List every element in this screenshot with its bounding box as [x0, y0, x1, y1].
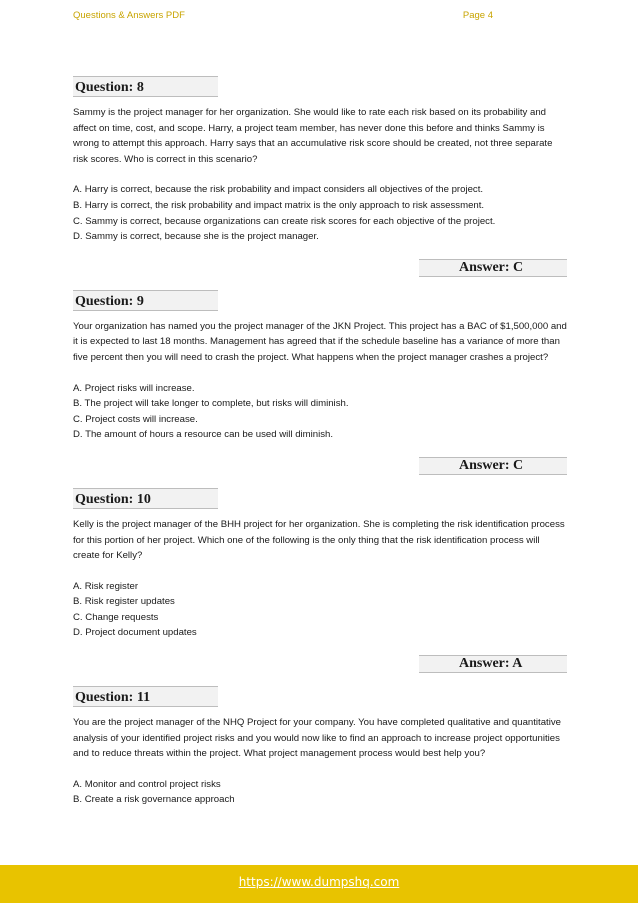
- answer-box: Answer: C: [419, 457, 567, 475]
- answer-box: Answer: A: [419, 655, 567, 673]
- question-heading: Question: 9: [73, 290, 218, 311]
- option-b: B. Risk register updates: [73, 596, 175, 608]
- question-heading: Question: 8: [73, 76, 218, 97]
- option-b: B. The project will take longer to complete, but risks will diminish.: [73, 398, 349, 410]
- option-b: B. Harry is correct, the risk probability and impact matrix is the only approach to risk assessment.: [73, 199, 485, 211]
- option-a: A. Monitor and control project risks: [73, 778, 221, 790]
- question-block: [73, 290, 567, 475]
- questions-content: [73, 76, 567, 808]
- option-d: D. Project document updates: [73, 627, 197, 639]
- options-list: [73, 182, 567, 244]
- page-number: Page 4: [462, 10, 493, 21]
- option-c: C. Project costs will increase.: [73, 413, 198, 425]
- question-block: [73, 686, 567, 808]
- option-a: A. Harry is correct, because the risk probability and impact considers all objectives of the project.: [73, 184, 484, 196]
- question-text: Your organization has named you the project manager of the JKN Project. This project has a BAC of $1,500,000 and it is expected to last 18 months. Management has agreed that if the schedule baseline has a variance of more than five percent then you will need to crash the project. What happens when the project manager crashes a project?: [73, 320, 567, 363]
- question-heading: Question: 11: [73, 686, 218, 707]
- question-block: [73, 76, 567, 277]
- question-text: Kelly is the project manager of the BHH project for her organization. She is completing the risk identification process for this portion of her project. Which one of the following is the only thing that the risk identification process will create for Kelly?: [73, 518, 565, 562]
- options-list: [73, 777, 567, 808]
- question-heading: Question: 10: [73, 488, 218, 509]
- answer-box: Answer: C: [419, 259, 567, 277]
- option-d: D. The amount of hours a resource can be used will diminish.: [73, 429, 334, 441]
- question-block: [73, 488, 567, 673]
- option-b: B. Create a risk governance approach: [73, 794, 235, 806]
- option-c: C. Change requests: [73, 611, 159, 623]
- option-c: C. Sammy is correct, because organizations can create risk scores for each objective of the project.: [73, 215, 496, 227]
- footer-bar: [0, 865, 638, 903]
- option-a: A. Project risks will increase.: [73, 382, 195, 394]
- option-a: A. Risk register: [73, 580, 139, 592]
- question-text: You are the project manager of the NHQ Project for your company. You have completed qualitative and quantitative analysis of your identified project risks and you would now like to find an approach to increase project opportunities and to reduce threats within the project. What project management process would best help you?: [73, 717, 561, 760]
- question-text: Sammy is the project manager for her organization. She would like to rate each risk based on its probability and affect on time, cost, and scope. Harry, a project team member, has never done this before and thinks Sammy is wrong to attempt this approach. Harry says that an accumulative risk score should be created, not three separate risk scores. Who is correct in this scenario?: [73, 107, 553, 165]
- document-title: Questions & Answers PDF: [73, 10, 185, 21]
- option-d: D. Sammy is correct, because she is the project manager.: [73, 231, 319, 243]
- options-list: [73, 381, 567, 443]
- footer-link[interactable]: https://www.dumpshq.com: [238, 875, 400, 889]
- options-list: [73, 579, 567, 641]
